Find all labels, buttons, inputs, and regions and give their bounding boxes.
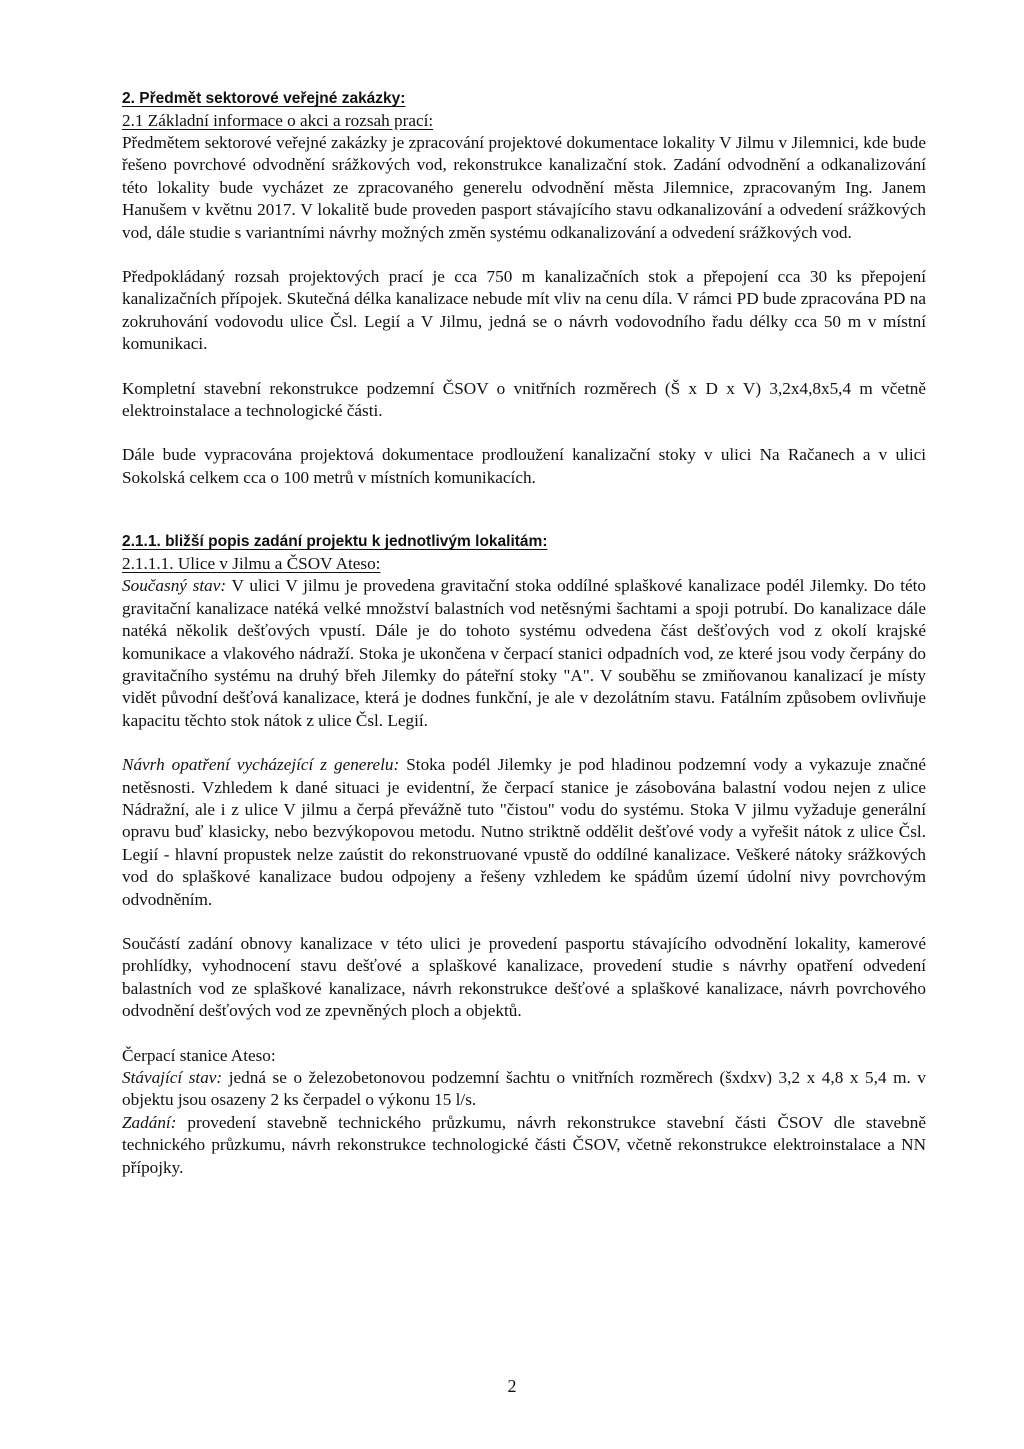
paragraph-csov: Kompletní stavební rekonstrukce podzemní ČSOV o vnitřních rozměrech (Š x D x V) 3,2x4,8x5,4 m včetně elektroinstalace a technologické části.: [122, 378, 926, 421]
paragraph-extension: Dále bude vypracována projektová dokumentace prodloužení kanalizační stoky v ulici Na Račanech a v ulici Sokolská celkem cca o 100 metrů v místních komunikacích.: [122, 445, 926, 487]
proposal-label: Návrh opatření vycházející z generelu:: [122, 755, 400, 775]
paragraph-proposal: [122, 754, 926, 911]
paragraph-assignment: [122, 1112, 926, 1179]
section-heading: 2. Předmět sektorové veřejné zakázky:: [122, 90, 406, 107]
document-body: [122, 88, 926, 1179]
paragraph-existing-state: [122, 1067, 926, 1112]
assignment-label: Zadání:: [122, 1112, 177, 1132]
subsection-subheading: 2.1.1.1. Ulice v Jilmu a ČSOV Ateso:: [122, 554, 381, 574]
paragraph-scope: Předpokládaný rozsah projektových prací je cca 750 m kanalizačních stok a přepojení cca 30 ks přepojení kanalizačních přípojek. Skutečná délka kanalizace nebude mít vliv na cenu díla. V rámci PD bude zpracována PD na zokruhování vodovodu ulice Čsl. Legií a V Jilmu, jedná se o návrh vodovodního řadu délky cca 50 m v místní komunikaci.: [122, 267, 926, 354]
section-subheading: 2.1 Základní informace o akci a rozsah prací:: [122, 111, 434, 130]
current-state-label: Současný stav:: [122, 576, 227, 596]
existing-state-label: Stávající stav:: [122, 1068, 223, 1087]
current-state-text: V ulici V jilmu je provedena gravitační stoka oddílné splaškové kanalizace podél Jilemky. Do této gravitační kanalizace natéká velké množství balastních vod netěsnými šachtami a spoji potrubí. Do kanalizace dále natéká několik dešťových vpustí. Dále je do tohoto systému odvedena část dešťových vod z okolí krajské komunikace a vlakového nádraží. Stoka je ukončena v čerpací stanici odpadních vod, ze které jsou vody čerpány do gravitačního systému na druhý břeh Jilemky do páteřní stoky "A". V souběhu se zmiňovanou kanalizací je místy vidět původní dešťová kanalizace, která je dodnes funkční, je ale v dezolátním stavu. Fatálním způsobem ovlivňuje kapacitu těchto stok nátok z ulice Čsl. Legií.: [122, 576, 926, 730]
existing-state-text: jedná se o železobetonovou podzemní šachtu o vnitřních rozměrech (šxdxv) 3,2 x 4,8 x 5,4 m. v objektu jsou osazeny 2 ks čerpadel o výkonu 15 l/s.: [122, 1068, 926, 1110]
proposal-text: Stoka podél Jilemky je pod hladinou podzemní vody a vykazuje značné netěsnosti. Vzhledem k dané situaci je evidentní, že čerpací stanice je zásobována balastní vodou nejen z ulice Nádražní, ale i z ulice V jilmu a čerpá převážně tuto "čistou" vodu do systému. Stoka V jilmu vyžaduje generální opravu buď klasicky, nebo bezvýkopovou metodu. Nutno striktně oddělit dešťové vody a vyřešit nátok z ulice Čsl. Legií - hlavní propustek nelze zaústit do rekonstruované vpustě do oddílné kanalizace. Veškeré nátoky srážkových vod do splaškové kanalizace budou odpojeny a řešeny vzhledem ke spádům území údolní nivy povrchovým odvodněním.: [122, 755, 926, 909]
subsection-heading: 2.1.1. bližší popis zadání projektu k jednotlivým lokalitám:: [122, 533, 548, 551]
paragraph-current-state: [122, 575, 926, 732]
paragraph-assignment-scope: Součástí zadání obnovy kanalizace v této ulici je provedení pasportu stávajícího odvodnění lokality, kamerové prohlídky, vyhodnocení stavu dešťové a splaškové kanalizace, provedení studie s návrhy opatření odvedení balastních vod ze splaškové kanalizace, návrh rekonstrukce dešťové a splaškové kanalizace, návrh povrchového odvodnění dešťových vod ze zpevněných ploch a objektů.: [122, 933, 926, 1021]
assignment-text: provedení stavebně technického průzkumu, návrh rekonstrukce stavební části ČSOV dle stavebně technického průzkumu, návrh rekonstrukce technologické části ČSOV, včetně rekonstrukce elektroinstalace a NN přípojky.: [122, 1112, 926, 1177]
pump-station-heading: Čerpací stanice Ateso:: [122, 1045, 276, 1065]
paragraph-subject: Předmětem sektorové veřejné zakázky je zpracování projektové dokumentace lokality V Jilmu v Jilemnici, kde bude řešeno povrchové odvodnění srážkových vod, rekonstrukce kanalizační stok. Zadání odvodnění a odkanalizování této lokality bude vycházet ze zpracovaného generelu odvodnění města Jilemnice, zpracovaným Ing. Janem Hanušem v květnu 2017. V lokalitě bude proveden pasport stávajícího stavu odkanalizování a odvedení srážkových vod, dále studie s variantními návrhy možných změn systému odkanalizování a odvedení srážkových vod.: [122, 133, 926, 242]
page-number: 2: [507, 1376, 517, 1396]
